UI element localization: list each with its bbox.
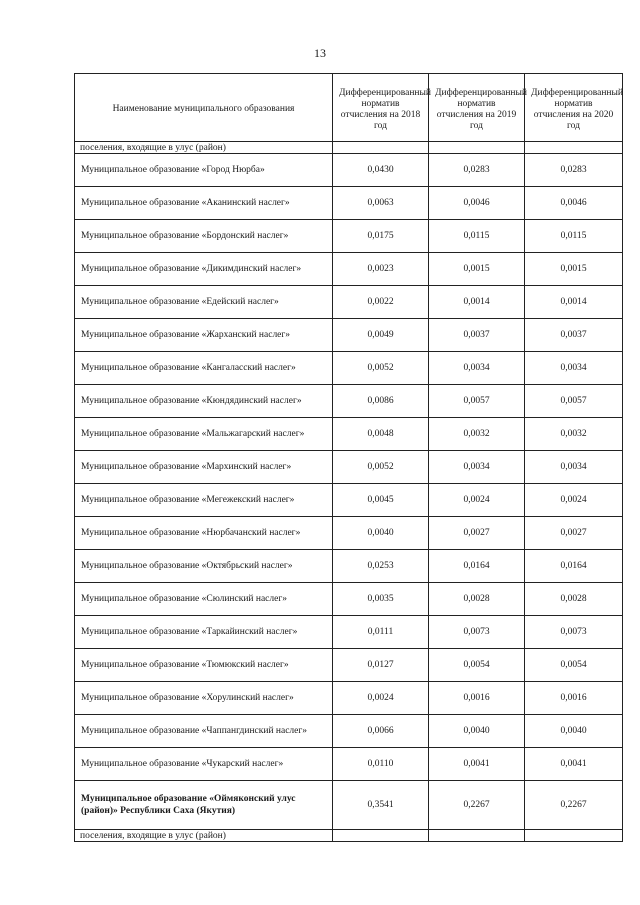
table-row bbox=[75, 583, 623, 616]
total-2018: 0,3541 bbox=[333, 781, 429, 830]
value-2020: 0,0034 bbox=[525, 451, 623, 484]
value-2019: 0,0016 bbox=[429, 682, 525, 715]
table-header-row bbox=[75, 74, 623, 142]
value-2018: 0,0175 bbox=[333, 220, 429, 253]
value-2018: 0,0048 bbox=[333, 418, 429, 451]
value-2020: 0,0041 bbox=[525, 748, 623, 781]
table-row bbox=[75, 550, 623, 583]
municipality-name: Муниципальное образование «Нюрбачанский наслег» bbox=[75, 517, 333, 550]
table-row bbox=[75, 385, 623, 418]
value-2019: 0,0073 bbox=[429, 616, 525, 649]
table-row bbox=[75, 649, 623, 682]
value-2019: 0,0046 bbox=[429, 187, 525, 220]
section-row-top bbox=[75, 142, 623, 154]
value-2020: 0,0034 bbox=[525, 352, 623, 385]
value-2020: 0,0015 bbox=[525, 253, 623, 286]
value-2018: 0,0063 bbox=[333, 187, 429, 220]
value-2019: 0,0115 bbox=[429, 220, 525, 253]
value-2018: 0,0022 bbox=[333, 286, 429, 319]
municipality-name: Муниципальное образование «Бордонский наслег» bbox=[75, 220, 333, 253]
value-2020: 0,0037 bbox=[525, 319, 623, 352]
section-label: поселения, входящие в улус (район) bbox=[75, 142, 333, 154]
table-row bbox=[75, 319, 623, 352]
table-body bbox=[75, 142, 623, 842]
municipality-name: Муниципальное образование «Мальжагарский наслег» bbox=[75, 418, 333, 451]
total-2020: 0,2267 bbox=[525, 781, 623, 830]
value-2019: 0,0037 bbox=[429, 319, 525, 352]
value-2018: 0,0066 bbox=[333, 715, 429, 748]
value-2018: 0,0045 bbox=[333, 484, 429, 517]
table-row bbox=[75, 253, 623, 286]
table-row bbox=[75, 352, 623, 385]
value-2019: 0,0015 bbox=[429, 253, 525, 286]
value-2018: 0,0049 bbox=[333, 319, 429, 352]
header-2018: Дифференцированный норматив отчисления на 2018 год bbox=[333, 74, 429, 142]
section-row-bottom bbox=[75, 830, 623, 842]
table-row bbox=[75, 451, 623, 484]
value-2018: 0,0127 bbox=[333, 649, 429, 682]
value-2020: 0,0024 bbox=[525, 484, 623, 517]
table-row bbox=[75, 187, 623, 220]
municipality-name: Муниципальное образование «Жарханский наслег» bbox=[75, 319, 333, 352]
table-row bbox=[75, 286, 623, 319]
table-row bbox=[75, 517, 623, 550]
municipality-name: Муниципальное образование «Дикимдинский наслег» bbox=[75, 253, 333, 286]
value-2019: 0,0057 bbox=[429, 385, 525, 418]
municipality-name: Муниципальное образование «Мегежекский наслег» bbox=[75, 484, 333, 517]
municipality-name: Муниципальное образование «Город Нюрба» bbox=[75, 154, 333, 187]
header-municipality: Наименование муниципального образования bbox=[75, 74, 333, 142]
total-2019: 0,2267 bbox=[429, 781, 525, 830]
table-row bbox=[75, 484, 623, 517]
value-2019: 0,0014 bbox=[429, 286, 525, 319]
value-2018: 0,0035 bbox=[333, 583, 429, 616]
value-2019: 0,0024 bbox=[429, 484, 525, 517]
value-2020: 0,0016 bbox=[525, 682, 623, 715]
value-2018: 0,0024 bbox=[333, 682, 429, 715]
table-row bbox=[75, 418, 623, 451]
page-number: 13 bbox=[314, 46, 326, 60]
value-2019: 0,0028 bbox=[429, 583, 525, 616]
header-2020: Дифференцированный норматив отчисления на 2020 год bbox=[525, 74, 623, 142]
municipality-name: Муниципальное образование «Чаппангдинский наслег» bbox=[75, 715, 333, 748]
value-2019: 0,0041 bbox=[429, 748, 525, 781]
value-2018: 0,0040 bbox=[333, 517, 429, 550]
municipality-name: Муниципальное образование «Сюлинский наслег» bbox=[75, 583, 333, 616]
value-2020: 0,0057 bbox=[525, 385, 623, 418]
value-2018: 0,0023 bbox=[333, 253, 429, 286]
municipality-name: Муниципальное образование «Тюмюкский наслег» bbox=[75, 649, 333, 682]
table-row bbox=[75, 154, 623, 187]
total-row bbox=[75, 781, 623, 830]
municipality-name: Муниципальное образование «Чукарский наслег» bbox=[75, 748, 333, 781]
value-2020: 0,0115 bbox=[525, 220, 623, 253]
total-name: Муниципальное образование «Оймяконский улус (район)» Республики Саха (Якутия) bbox=[75, 781, 333, 830]
value-2020: 0,0014 bbox=[525, 286, 623, 319]
value-2020: 0,0283 bbox=[525, 154, 623, 187]
municipality-name: Муниципальное образование «Мархинский наслег» bbox=[75, 451, 333, 484]
value-2019: 0,0040 bbox=[429, 715, 525, 748]
value-2019: 0,0283 bbox=[429, 154, 525, 187]
municipality-name: Муниципальное образование «Таркайинский наслег» bbox=[75, 616, 333, 649]
value-2020: 0,0032 bbox=[525, 418, 623, 451]
value-2019: 0,0032 bbox=[429, 418, 525, 451]
header-2019: Дифференцированный норматив отчисления на 2019 год bbox=[429, 74, 525, 142]
municipality-name: Муниципальное образование «Аканинский наслег» bbox=[75, 187, 333, 220]
table-row bbox=[75, 682, 623, 715]
section-label: поселения, входящие в улус (район) bbox=[75, 830, 333, 842]
value-2018: 0,0253 bbox=[333, 550, 429, 583]
municipality-name: Муниципальное образование «Октябрьский наслег» bbox=[75, 550, 333, 583]
value-2018: 0,0086 bbox=[333, 385, 429, 418]
value-2020: 0,0046 bbox=[525, 187, 623, 220]
municipality-name: Муниципальное образование «Едейский наслег» bbox=[75, 286, 333, 319]
value-2018: 0,0052 bbox=[333, 451, 429, 484]
value-2019: 0,0034 bbox=[429, 451, 525, 484]
value-2018: 0,0111 bbox=[333, 616, 429, 649]
value-2019: 0,0034 bbox=[429, 352, 525, 385]
value-2020: 0,0027 bbox=[525, 517, 623, 550]
value-2018: 0,0110 bbox=[333, 748, 429, 781]
value-2020: 0,0073 bbox=[525, 616, 623, 649]
value-2020: 0,0040 bbox=[525, 715, 623, 748]
value-2019: 0,0054 bbox=[429, 649, 525, 682]
table-row bbox=[75, 220, 623, 253]
value-2020: 0,0028 bbox=[525, 583, 623, 616]
norms-table bbox=[74, 73, 623, 842]
municipality-name: Муниципальное образование «Кангаласский наслег» bbox=[75, 352, 333, 385]
value-2019: 0,0164 bbox=[429, 550, 525, 583]
municipality-name: Муниципальное образование «Хорулинский наслег» bbox=[75, 682, 333, 715]
value-2019: 0,0027 bbox=[429, 517, 525, 550]
table-row bbox=[75, 715, 623, 748]
table-row bbox=[75, 748, 623, 781]
value-2018: 0,0052 bbox=[333, 352, 429, 385]
municipality-name: Муниципальное образование «Кюндядинский наслег» bbox=[75, 385, 333, 418]
value-2018: 0,0430 bbox=[333, 154, 429, 187]
table-row bbox=[75, 616, 623, 649]
value-2020: 0,0164 bbox=[525, 550, 623, 583]
value-2020: 0,0054 bbox=[525, 649, 623, 682]
